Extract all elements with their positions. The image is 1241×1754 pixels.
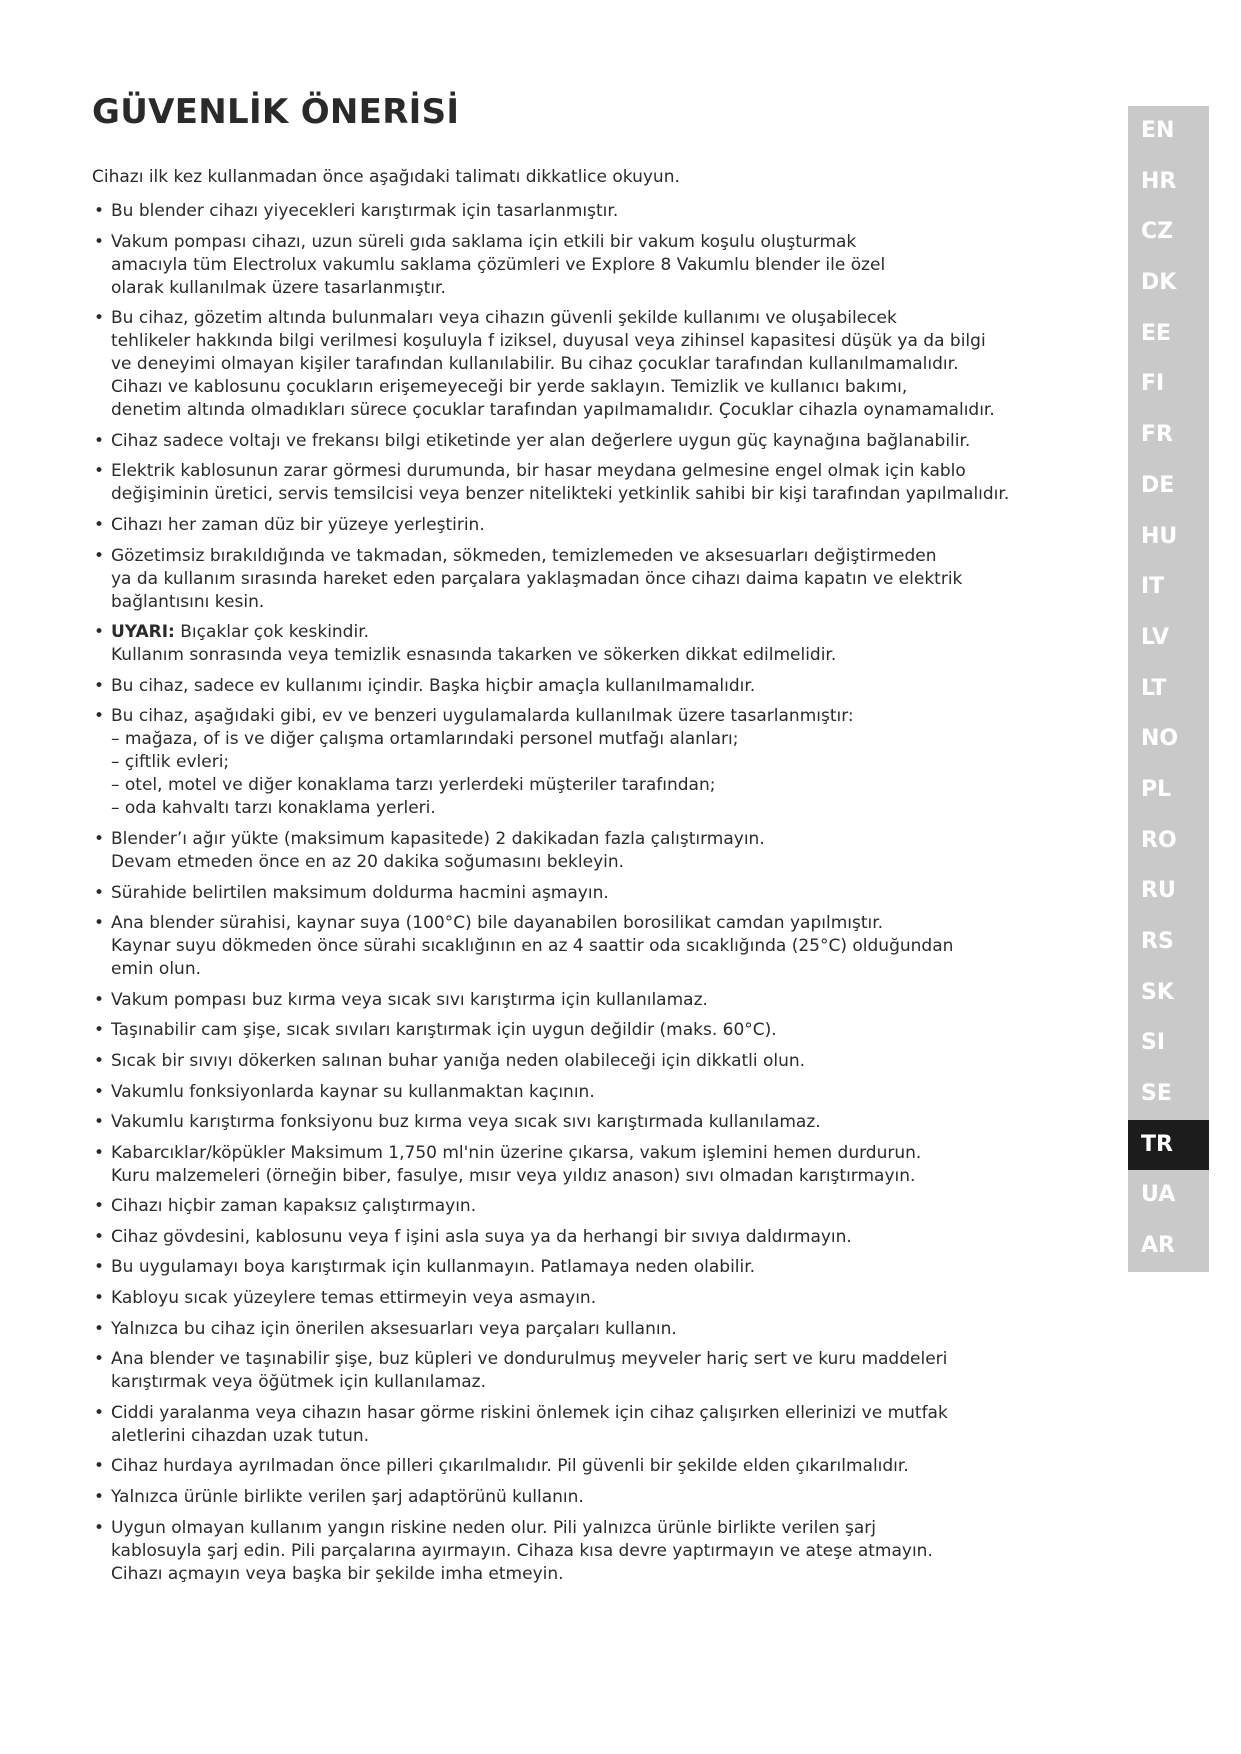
list-item [92,989,1072,1012]
list-item [92,1517,1072,1586]
list-item-text: Vakum pompası cihazı, uzun süreli gıda saklama için etkili bir vakum koşulu oluşturmak [111,231,857,252]
list-item-text: ya da kullanım sırasında hareket eden parçalara yaklaşmadan önce cihazı daima kapatın ve elektrik [111,568,963,589]
list-item-line [111,568,1072,591]
list-item-text: Elektrik kablosunun zarar görmesi durumunda, bir hasar meydana gelmesine engel olmak için kablo [111,461,966,482]
list-item [92,1256,1072,1279]
list-item-line [111,1195,1072,1218]
tab-language-lv[interactable]: LV [1141,624,1170,650]
list-item-line [111,1142,1072,1165]
list-item-text: Vakumlu karıştırma fonksiyonu buz kırma veya sıcak sıvı karıştırmada kullanılamaz. [111,1112,821,1133]
tab-language-pl[interactable]: PL [1141,776,1172,802]
list-item-line [111,851,1072,874]
tab-language-de[interactable]: DE [1141,472,1175,498]
list-item-text: Ana blender ve taşınabilir şişe, buz küpleri ve dondurulmuş meyveler hariç sert ve kuru maddeleri [111,1349,948,1370]
list-item-line [111,376,1072,399]
list-item-line [111,514,1072,537]
list-item-line [111,958,1072,981]
list-item-text: Kabarcıklar/köpükler Maksimum 1,750 ml'nin üzerine çıkarsa, vakum işlemini hemen durdurun. [111,1142,922,1163]
list-item-line [111,912,1072,935]
list-item-line [111,1348,1072,1371]
list-item-line [111,277,1072,300]
list-item [92,1348,1072,1394]
list-item-line [111,1425,1072,1448]
list-item-line [111,254,1072,277]
list-item-text: Gözetimsiz bırakıldığında ve takmadan, sökmeden, temizlemeden ve aksesuarları değiştirmeden [111,545,937,566]
list-item-line [111,1563,1072,1586]
list-item-text: Cihaz sadece voltajı ve frekansı bilgi etiketinde yer alan değerlere uygun güç kaynağına bağlanabilir. [111,430,971,451]
list-item-text: Yalnızca ürünle birlikte verilen şarj adaptörünü kullanın. [111,1487,584,1508]
list-item [92,1402,1072,1448]
list-item-text: Kuru malzemeleri (örneğin biber, fasulye, mısır veya yıldız anason) sıvı olmadan karıştırmayın. [111,1165,916,1186]
list-item-text: Ana blender sürahisi, kaynar suya (100°C) bile dayanabilen borosilikat camdan yapılmıştır. [111,913,884,934]
list-item-text: – oda kahvaltı tarzı konaklama yerleri. [111,798,436,819]
list-item-text: Vakum pompası buz kırma veya sıcak sıvı karıştırma için kullanılamaz. [111,989,708,1010]
tab-language-en[interactable]: EN [1141,118,1175,143]
tab-language-se[interactable]: SE [1141,1081,1172,1107]
list-item-text: Kaynar suyu dökmeden önce sürahi sıcaklığının en az 4 saattir oda sıcaklığında (25°C) olduğundan [111,936,954,957]
list-item-text: – mağaza, of is ve diğer çalışma ortamlarındaki personel mutfağı alanları; [111,729,739,750]
list-item-line [111,1081,1072,1104]
tab-language-ee[interactable]: EE [1141,320,1172,346]
list-item [92,307,1072,422]
list-item-line [111,1165,1072,1188]
list-item [92,430,1072,453]
list-item-text: Ciddi yaralanma veya cihazın hasar görme riskini önlemek için cihaz çalışırken ellerinizi ve mutfak [111,1402,948,1423]
list-item-line [111,621,1072,644]
list-item [92,200,1072,223]
list-item [92,1019,1072,1042]
tab-language-cz[interactable]: CZ [1141,219,1174,245]
list-item-text: Bu cihaz, sadece ev kullanımı içindir. Başka hiçbir amaçla kullanılmamalıdır. [111,675,756,696]
list-item [92,1195,1072,1218]
list-item [92,1455,1072,1478]
list-item [92,675,1072,698]
list-item-text: emin olun. [111,959,201,980]
list-item-text: aletlerini cihazdan uzak tutun. [111,1425,370,1446]
list-item-line [111,1371,1072,1394]
list-item [92,231,1072,300]
tab-language-rs[interactable]: RS [1141,929,1174,954]
list-item-line [111,1402,1072,1425]
list-item-line [111,200,1072,223]
list-item-line [111,545,1072,568]
list-item-line [111,989,1072,1012]
list-item-line [111,231,1072,254]
list-item-text: Bu cihaz, gözetim altında bulunmaları veya cihazın güvenli şekilde kullanımı ve oluşabilecek [111,308,897,329]
list-item-text: Blender’ı ağır yükte (maksimum kapasitede) 2 dakikadan fazla çalıştırmayın. [111,828,765,849]
page-title: GÜVENLİK ÖNERİSİ [92,92,460,132]
list-item-line [111,1455,1072,1478]
list-item-line [111,483,1072,506]
list-item-text: karıştırmak veya öğütmek için kullanılamaz. [111,1372,487,1393]
list-item-line [111,1050,1072,1073]
tab-language-dk[interactable]: DK [1141,270,1177,296]
list-item-line [111,1226,1072,1249]
list-item-text: Cihazı açmayın veya başka bir şekilde imha etmeyin. [111,1563,564,1584]
list-item-line [111,675,1072,698]
list-item-line [111,728,1072,751]
tab-language-lt[interactable]: LT [1141,675,1167,701]
tab-language-hr[interactable]: HR [1141,168,1177,194]
list-item [92,460,1072,506]
list-item-line [111,1287,1072,1310]
list-item-text: Bu cihaz, aşağıdaki gibi, ev ve benzeri uygulamalarda kullanılmak üzere tasarlanmıştır: [111,706,854,727]
list-item [92,621,1072,667]
list-item-text: Cihazı her zaman düz bir yüzeye yerleştirin. [111,514,485,535]
list-item [92,1050,1072,1073]
list-item-text: Uygun olmayan kullanım yangın riskine neden olur. Pili yalnızca ürünle birlikte verilen şarj [111,1517,876,1538]
list-item-text: değişiminin üretici, servis temsilcisi veya benzer nitelikteki yetkinlik sahibi bir kişi tarafından yapılmalıdır. [111,484,1010,505]
list-item [92,1486,1072,1509]
list-item-text: amacıyla tüm Electrolux vakumlu saklama çözümleri ve Explore 8 Vakumlu blender ile özel [111,254,886,275]
list-item-text: – çiftlik evleri; [111,752,230,773]
list-item-line [111,705,1072,728]
tab-language-tr[interactable]: TR [1128,1120,1209,1171]
list-item-text: ve deneyimi olmayan kişiler tarafından kullanılabilir. Bu cihaz çocuklar tarafından kullanılmamalıdır. [111,354,959,375]
list-item-line [111,1019,1072,1042]
list-item-text: Bıçaklar çok keskindir. [180,622,370,643]
list-item [92,1226,1072,1249]
list-item [92,1287,1072,1310]
list-item [92,1081,1072,1104]
list-item [92,514,1072,537]
tab-language-ua[interactable]: UA [1141,1182,1176,1208]
list-item-text: bağlantısını kesin. [111,591,265,612]
list-item [92,1318,1072,1341]
list-item-text: Sürahide belirtilen maksimum doldurma hacmini aşmayın. [111,882,609,903]
list-item-text: Sıcak bir sıvıyı dökerken salınan buhar yanığa neden olabileceği için dikkatli olun. [111,1050,806,1071]
list-item-line [111,828,1072,851]
list-item-line [111,591,1072,614]
list-item [92,1111,1072,1134]
list-item-line [111,1256,1072,1279]
list-item-line [111,353,1072,376]
list-item-text: Devam etmeden önce en az 20 dakika soğumasını bekleyin. [111,851,625,872]
list-item-line [111,882,1072,905]
list-item-line [111,935,1072,958]
list-item-line [111,751,1072,774]
list-item-line [111,330,1072,353]
list-item-text: kablosuyla şarj edin. Pili parçalarına ayırmayın. Cihaza kısa devre yaptırmayın ve ateşe atmayın. [111,1540,933,1561]
list-item-text: Cihaz gövdesini, kablosunu veya f işini asla suya ya da herhangi bir sıvıya daldırmayın. [111,1226,852,1247]
tab-language-it[interactable]: IT [1141,574,1165,600]
list-item-text: Bu uygulamayı boya karıştırmak için kullanmayın. Patlamaya neden olabilir. [111,1257,756,1278]
list-item [92,545,1072,614]
list-item-line [111,430,1072,453]
list-item-line [111,399,1072,422]
list-item-line [111,1486,1072,1509]
tab-language-ro[interactable]: RO [1141,827,1177,853]
list-item-line [111,1318,1072,1341]
list-item-text: Yalnızca bu cihaz için önerilen aksesuarları veya parçaları kullanın. [111,1318,677,1339]
list-item [92,705,1072,820]
tab-language-si[interactable]: SI [1141,1030,1166,1056]
list-item-text: Cihazı hiçbir zaman kapaksız çalıştırmayın. [111,1196,477,1217]
list-item-text: Bu blender cihazı yiyecekleri karıştırmak için tasarlanmıştır. [111,201,619,221]
list-item-line [111,460,1072,483]
list-item [92,912,1072,981]
list-item-line [111,644,1072,667]
list-item-text: tehlikeler hakkında bilgi verilmesi koşuluyla f iziksel, duyusal veya zihinsel kapasitesi düşük ya da bilgi [111,331,986,352]
list-item-text: – otel, motel ve diğer konaklama tarzı yerlerdeki müşteriler tarafından; [111,775,716,796]
list-item-text: denetim altında olmadıkları sürece çocuklar tarafından yapılmamalıdır. Çocuklar cihazla oynamamalıdır. [111,400,995,421]
list-item-text: Kabloyu sıcak yüzeylere temas ettirmeyin veya asmayın. [111,1288,597,1309]
list-item [92,882,1072,905]
list-item-line [111,774,1072,797]
list-item-line [111,307,1072,330]
language-tabs [1128,106,1209,1272]
list-item-text: olarak kullanılmak üzere tasarlanmıştır. [111,277,446,298]
list-item [92,1142,1072,1188]
list-item-text: Cihaz hurdaya ayrılmadan önce pilleri çıkarılmalıdır. Pil güvenli bir şekilde elden çıkarılmalıdır. [111,1456,909,1477]
list-item-line [111,1517,1072,1540]
warning-label: UYARI: [111,622,175,643]
list-item-text: Vakumlu fonksiyonlarda kaynar su kullanmaktan kaçının. [111,1081,595,1102]
list-item-line [111,1540,1072,1563]
tab-language-hu[interactable]: HU [1141,523,1178,549]
safety-list [92,200,1072,1593]
tab-language-ru[interactable]: RU [1141,878,1176,904]
intro-text: Cihazı ilk kez kullanmadan önce aşağıdaki talimatı dikkatlice okuyun. [92,167,680,187]
tab-language-no[interactable]: NO [1141,726,1179,752]
list-item-line [111,797,1072,820]
tab-language-ar[interactable]: AR [1141,1233,1175,1259]
tab-language-sk[interactable]: SK [1141,979,1174,1005]
list-item-text: Cihazı ve kablosunu çocukların erişemeyeceği bir yerde saklayın. Temizlik ve kullanıcı bakımı, [111,377,908,398]
list-item-text: Kullanım sonrasında veya temizlik esnasında takarken ve sökerken dikkat edilmelidir. [111,645,837,666]
list-item [92,828,1072,874]
list-item-text: Taşınabilir cam şişe, sıcak sıvıları karıştırmak için uygun değildir (maks. 60°C). [111,1020,777,1041]
list-item-line [111,1111,1072,1134]
tab-language-fi[interactable]: FI [1141,371,1165,397]
tab-language-fr[interactable]: FR [1141,422,1173,448]
